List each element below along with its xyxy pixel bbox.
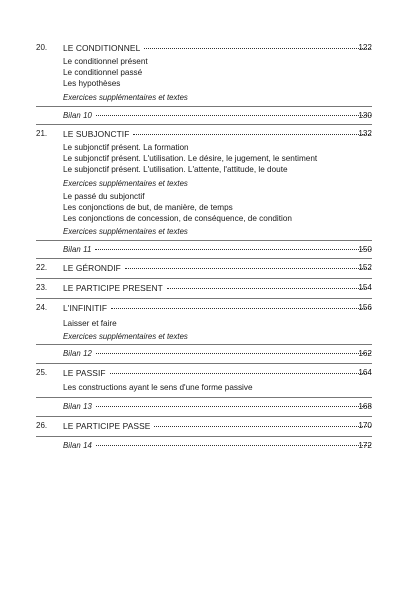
page-number: 130 — [358, 111, 372, 120]
chapter-title: LE GÉRONDIF — [63, 263, 121, 273]
divider — [36, 124, 372, 125]
dot-leader — [96, 353, 371, 354]
dot-leader — [125, 268, 371, 269]
page-number: 156 — [358, 303, 372, 312]
toc-subitem: Le subjonctif présent. L'utilisation. Le désire, le jugement, le sentiment — [63, 154, 318, 163]
chapter-number: 24. — [36, 303, 48, 312]
chapter-title: LE SUBJONCTIF — [63, 129, 130, 139]
toc-exercises: Exercices supplémentaires et textes — [63, 332, 188, 341]
toc-subitem: Laisser et faire — [63, 319, 117, 328]
page-number: 152 — [358, 263, 372, 272]
page-number: 154 — [358, 283, 372, 292]
chapter-title: LE PARTICIPE PRESENT — [63, 283, 163, 293]
toc-entry-gerondif[interactable] — [0, 262, 416, 276]
dot-leader — [111, 308, 371, 309]
toc-entry-bilan-12[interactable] — [0, 348, 416, 362]
dot-leader — [133, 134, 371, 135]
dot-leader — [96, 445, 371, 446]
chapter-number: 25. — [36, 368, 48, 377]
toc-subitem: Les hypothèses — [63, 79, 121, 88]
divider — [36, 436, 372, 437]
toc-entry-bilan-13[interactable] — [0, 401, 416, 415]
toc-entry-bilan-10[interactable] — [0, 110, 416, 124]
toc-subitem: Le subjonctif présent. L'utilisation. L'attente, l'attitude, le doute — [63, 165, 288, 174]
dot-leader — [167, 288, 371, 289]
toc-entry-subjonctif[interactable] — [0, 128, 416, 142]
chapter-number: 21. — [36, 129, 48, 138]
bilan-label: Bilan 12 — [63, 349, 92, 358]
bilan-label: Bilan 11 — [63, 245, 92, 254]
toc-entry-infinitif[interactable] — [0, 302, 416, 316]
toc-subitem: Le conditionnel passé — [63, 68, 143, 77]
divider — [36, 397, 372, 398]
toc-subitem: Le subjonctif présent. La formation — [63, 143, 189, 152]
dot-leader — [144, 48, 371, 49]
chapter-title: L'INFINITIF — [63, 303, 108, 313]
chapter-title: LE CONDITIONNEL — [63, 43, 141, 53]
toc-subitem: Les constructions ayant le sens d'une forme passive — [63, 383, 253, 392]
divider — [36, 363, 372, 364]
dot-leader — [95, 249, 371, 250]
divider — [36, 278, 372, 279]
dot-leader — [96, 115, 371, 116]
toc-entry-bilan-11[interactable] — [0, 244, 416, 258]
page-number: 172 — [358, 441, 372, 450]
divider — [36, 240, 372, 241]
toc-subitem: Le conditionnel présent — [63, 57, 148, 66]
toc-entry-participe-present[interactable] — [0, 282, 416, 296]
dot-leader — [96, 406, 371, 407]
bilan-label: Bilan 10 — [63, 111, 92, 120]
toc-exercises: Exercices supplémentaires et textes — [63, 93, 188, 102]
page-number: 164 — [358, 368, 372, 377]
toc-subitem: Les conjonctions de concession, de conséquence, de condition — [63, 214, 292, 223]
toc-subitem: Les conjonctions de but, de manière, de temps — [63, 203, 233, 212]
divider — [36, 344, 372, 345]
page-number: 168 — [358, 402, 372, 411]
chapter-number: 26. — [36, 421, 48, 430]
chapter-number: 20. — [36, 43, 48, 52]
page-number: 122 — [358, 43, 372, 52]
divider — [36, 258, 372, 259]
chapter-number: 22. — [36, 263, 48, 272]
bilan-label: Bilan 13 — [63, 402, 92, 411]
chapter-number: 23. — [36, 283, 48, 292]
toc-subitem: Le passé du subjonctif — [63, 192, 145, 201]
toc-entry-bilan-14[interactable] — [0, 440, 416, 454]
divider — [36, 106, 372, 107]
page-number: 150 — [358, 245, 372, 254]
dot-leader — [110, 373, 371, 374]
page-number: 132 — [358, 129, 372, 138]
divider — [36, 416, 372, 417]
page-number: 162 — [358, 349, 372, 358]
toc-entry-participe-passe[interactable] — [0, 420, 416, 434]
bilan-label: Bilan 14 — [63, 441, 92, 450]
chapter-title: LE PASSIF — [63, 368, 106, 378]
toc-exercises: Exercices supplémentaires et textes — [63, 179, 188, 188]
page-number: 170 — [358, 421, 372, 430]
divider — [36, 298, 372, 299]
dot-leader — [154, 426, 371, 427]
toc-entry-passif[interactable] — [0, 367, 416, 381]
chapter-title: LE PARTICIPE PASSE — [63, 421, 151, 431]
toc-exercises: Exercices supplémentaires et textes — [63, 227, 188, 236]
toc-entry-conditionnel[interactable] — [0, 42, 416, 56]
